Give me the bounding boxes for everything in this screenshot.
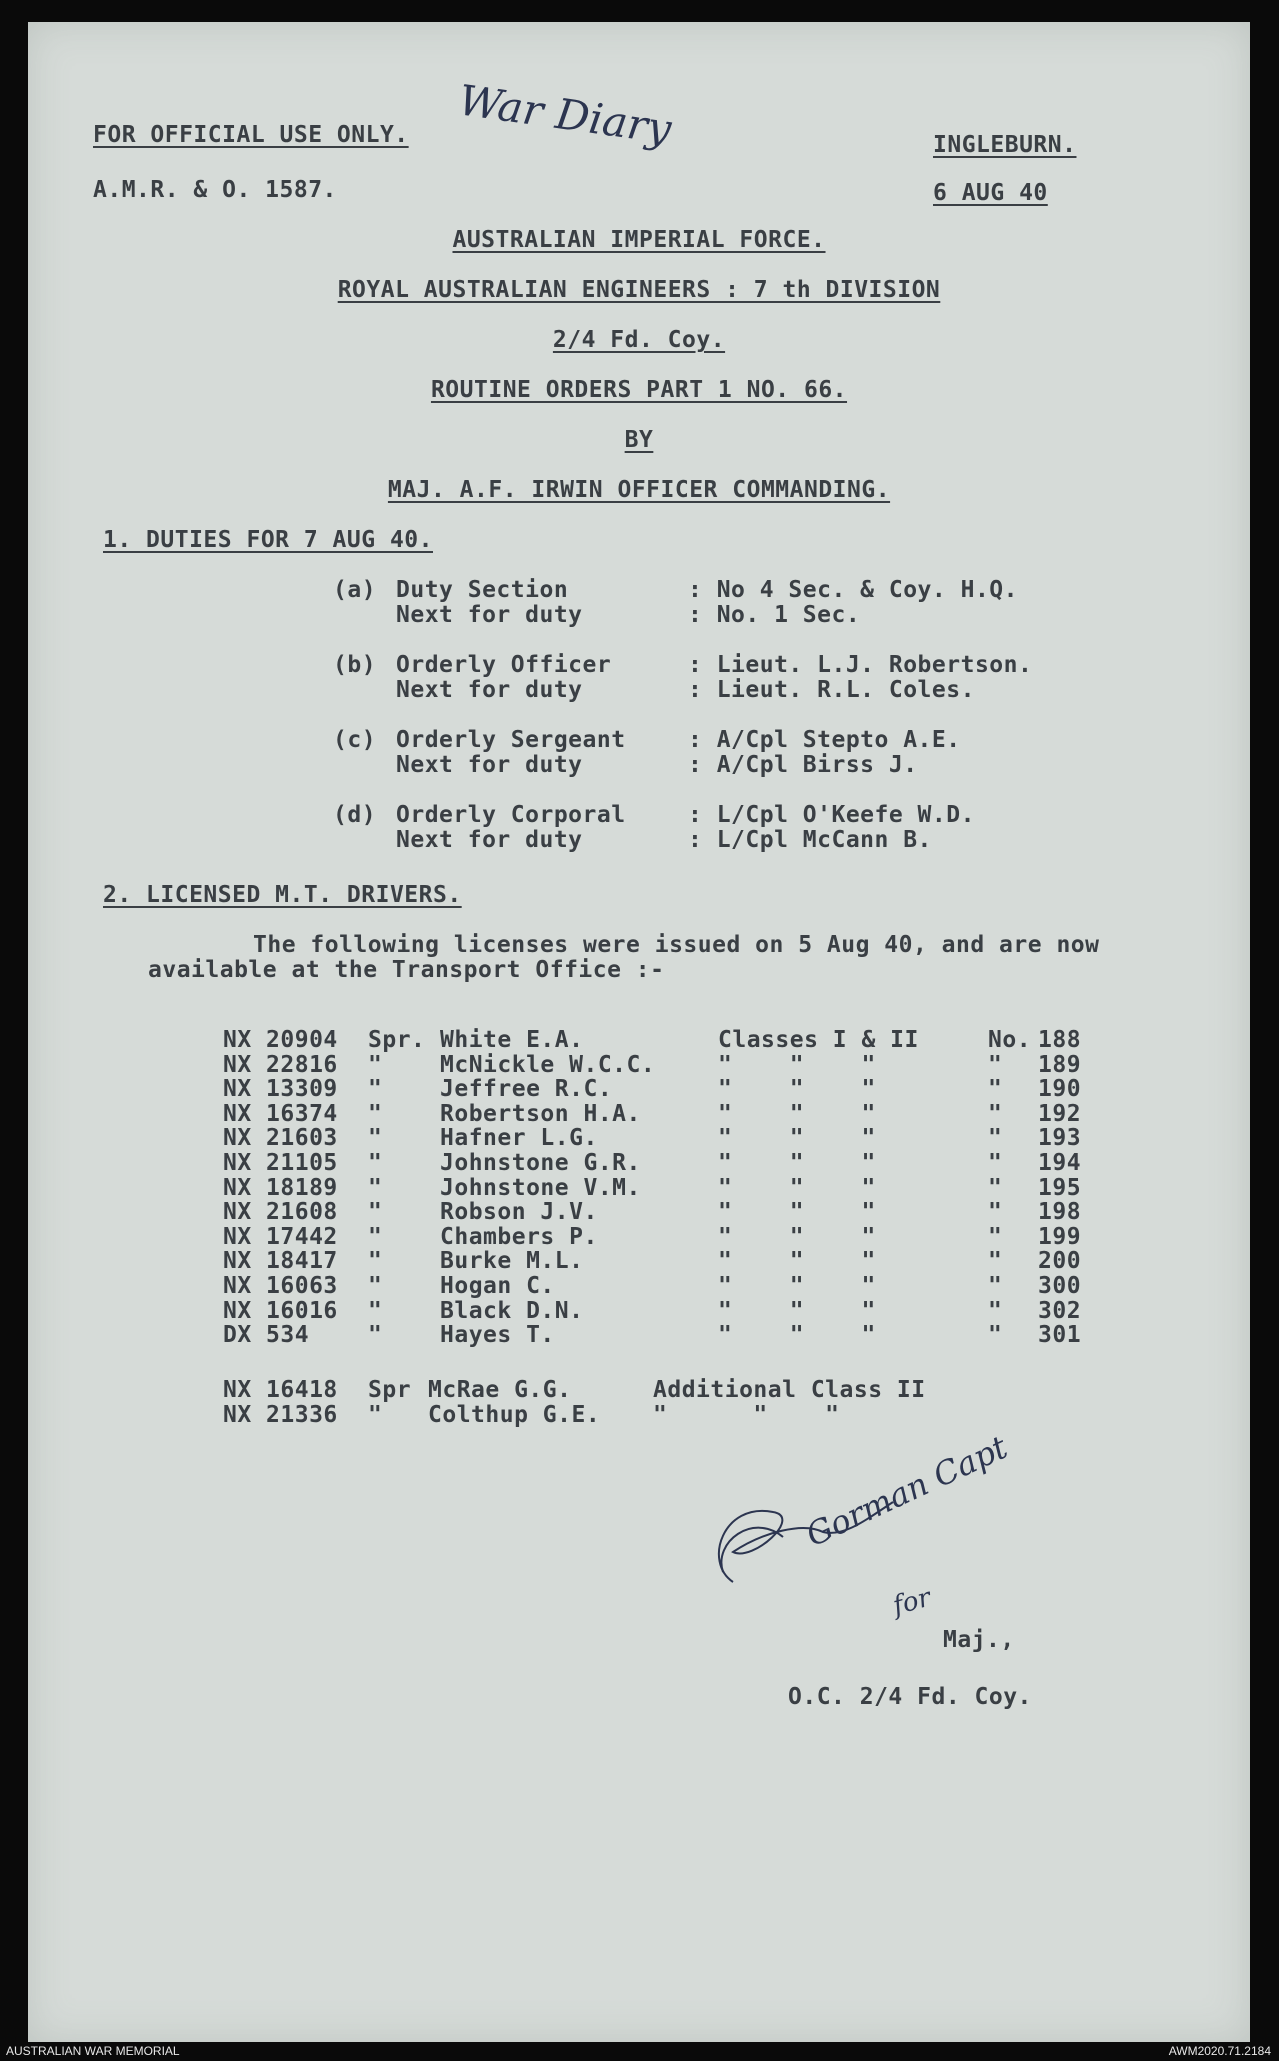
license-name: Hayes T. xyxy=(440,1322,555,1349)
license-army-number: NX 18417 xyxy=(223,1248,338,1275)
title-aif: AUSTRALIAN IMPERIAL FORCE. xyxy=(452,227,826,253)
license-number-label: " xyxy=(988,1223,1003,1250)
license-number: 198 xyxy=(1038,1199,1082,1226)
license-number-label: " xyxy=(988,1100,1003,1127)
license-army-number: NX 20904 xyxy=(223,1027,338,1053)
license-rank: " xyxy=(368,1322,383,1349)
license-number-label: " xyxy=(988,1076,1003,1103)
additional-name: McRae G.G. xyxy=(428,1377,572,1403)
additional-name: Colthup G.E. xyxy=(428,1402,601,1428)
title-by: BY xyxy=(624,427,654,453)
title-commanding-officer: MAJ. A.F. IRWIN OFFICER COMMANDING. xyxy=(387,477,891,503)
amr-reference: A.M.R. & O. 1587. xyxy=(93,177,337,203)
license-number: 195 xyxy=(1038,1174,1082,1201)
license-number: 194 xyxy=(1038,1150,1082,1176)
license-name: Johnstone G.R. xyxy=(440,1150,641,1176)
license-number: 300 xyxy=(1038,1273,1082,1299)
license-rank: " xyxy=(368,1297,383,1324)
duty-value: : A/Cpl Stepto A.E. xyxy=(688,727,961,753)
license-rank: " xyxy=(368,1248,383,1275)
license-rank: " xyxy=(368,1125,383,1152)
title-routine-orders: ROUTINE ORDERS PART 1 NO. 66. xyxy=(430,377,848,403)
signature-handwriting: Gorman Capt xyxy=(800,1427,1014,1555)
license-classes: " " " xyxy=(718,1100,876,1127)
license-number: 301 xyxy=(1038,1322,1082,1349)
licenses-intro-line-1: The following licenses were issued on 5 Aug 40, and are now xyxy=(253,932,1100,958)
signature-per: for xyxy=(889,1582,934,1622)
title-unit: 2/4 Fd. Coy. xyxy=(552,327,726,353)
duty-role: Orderly Officer xyxy=(396,652,612,678)
license-name: Jeffree R.C. xyxy=(440,1076,613,1103)
license-name: Hogan C. xyxy=(440,1273,555,1299)
license-rank: " xyxy=(368,1150,383,1176)
license-army-number: NX 21608 xyxy=(223,1199,338,1226)
license-army-number: NX 16016 xyxy=(223,1297,338,1324)
additional-rank: Spr xyxy=(368,1377,412,1403)
additional-army-number: NX 16418 xyxy=(223,1377,338,1403)
duty-next-value: : No. 1 Sec. xyxy=(688,602,861,628)
duty-letter: (a) xyxy=(333,577,377,603)
duty-letter: (b) xyxy=(333,652,377,678)
duty-value: : Lieut. L.J. Robertson. xyxy=(688,652,1033,678)
handwritten-war-diary: War Diary xyxy=(455,75,675,154)
duty-next-label: Next for duty xyxy=(396,752,583,778)
license-number: 200 xyxy=(1038,1248,1082,1275)
license-army-number: NX 13309 xyxy=(223,1076,338,1103)
license-classes: " " " xyxy=(718,1297,876,1324)
duty-letter: (c) xyxy=(333,727,377,753)
license-classes: Classes I & II xyxy=(718,1027,919,1053)
document-date: 6 AUG 40 xyxy=(933,180,1048,206)
license-army-number: DX 534 xyxy=(223,1322,310,1349)
official-use-label: FOR OFFICIAL USE ONLY. xyxy=(93,122,409,148)
license-rank: " xyxy=(368,1223,383,1250)
license-number-label: " xyxy=(988,1297,1003,1324)
license-number-label: " xyxy=(988,1248,1003,1275)
license-number-label: " xyxy=(988,1051,1003,1078)
duty-next-label: Next for duty xyxy=(396,827,583,853)
additional-army-number: NX 21336 xyxy=(223,1402,338,1428)
license-number: 188 xyxy=(1038,1027,1082,1053)
license-army-number: NX 16374 xyxy=(223,1100,338,1127)
license-rank: " xyxy=(368,1174,383,1201)
license-classes: " " " xyxy=(718,1223,876,1250)
footer-accession-number: AWM2020.71.2184 xyxy=(1168,2044,1271,2058)
license-army-number: NX 16063 xyxy=(223,1273,338,1299)
license-number-label: " xyxy=(988,1322,1003,1349)
duty-role: Orderly Sergeant xyxy=(396,727,626,753)
license-number-label: " xyxy=(988,1174,1003,1201)
license-army-number: NX 22816 xyxy=(223,1051,338,1078)
license-classes: " " " xyxy=(718,1273,876,1299)
place-label: INGLEBURN. xyxy=(933,132,1077,158)
license-number: 192 xyxy=(1038,1100,1082,1127)
duty-next-value: : A/Cpl Birss J. xyxy=(688,752,918,778)
license-number: 199 xyxy=(1038,1223,1082,1250)
duty-next-label: Next for duty xyxy=(396,677,583,703)
title-rae: ROYAL AUSTRALIAN ENGINEERS : 7 th DIVISION xyxy=(337,277,941,303)
license-rank: " xyxy=(368,1273,383,1299)
license-classes: " " " xyxy=(718,1125,876,1152)
duty-value: : No 4 Sec. & Coy. H.Q. xyxy=(688,577,1018,603)
license-number-label: " xyxy=(988,1199,1003,1226)
additional-rank: " xyxy=(368,1402,383,1428)
duty-role: Orderly Corporal xyxy=(396,802,626,828)
additional-classes: Additional Class II xyxy=(653,1377,926,1403)
license-rank: " xyxy=(368,1051,383,1078)
license-classes: " " " xyxy=(718,1322,876,1349)
license-classes: " " " xyxy=(718,1076,876,1103)
license-rank: " xyxy=(368,1100,383,1127)
license-rank: Spr. xyxy=(368,1027,426,1053)
license-rank: " xyxy=(368,1199,383,1226)
license-number: 193 xyxy=(1038,1125,1082,1152)
duty-next-label: Next for duty xyxy=(396,602,583,628)
license-number: 302 xyxy=(1038,1297,1082,1324)
license-army-number: NX 21603 xyxy=(223,1125,338,1152)
signature-rank: Maj., xyxy=(943,1627,1015,1653)
license-rank: " xyxy=(368,1076,383,1103)
license-army-number: NX 18189 xyxy=(223,1174,338,1201)
license-classes: " " " xyxy=(718,1174,876,1201)
license-name: Chambers P. xyxy=(440,1223,598,1250)
license-name: McNickle W.C.C. xyxy=(440,1051,656,1078)
license-name: Robertson H.A. xyxy=(440,1100,641,1127)
license-number-label: " xyxy=(988,1125,1003,1152)
section-duties-heading: 1. DUTIES FOR 7 AUG 40. xyxy=(103,527,433,553)
license-classes: " " " xyxy=(718,1199,876,1226)
license-name: Hafner L.G. xyxy=(440,1125,598,1152)
additional-classes: " " " xyxy=(653,1402,840,1428)
signature-unit: O.C. 2/4 Fd. Coy. xyxy=(788,1684,1032,1710)
license-name: Johnstone V.M. xyxy=(440,1174,641,1201)
license-number: 190 xyxy=(1038,1076,1082,1103)
license-name: Black D.N. xyxy=(440,1297,584,1324)
license-name: White E.A. xyxy=(440,1027,584,1053)
license-classes: " " " xyxy=(718,1051,876,1078)
license-name: Robson J.V. xyxy=(440,1199,598,1226)
license-number: 189 xyxy=(1038,1051,1082,1078)
duty-role: Duty Section xyxy=(396,577,569,603)
duty-next-value: : Lieut. R.L. Coles. xyxy=(688,677,975,703)
duty-letter: (d) xyxy=(333,802,377,828)
license-number-label: " xyxy=(988,1150,1003,1176)
footer-bar xyxy=(0,2042,1279,2061)
duty-next-value: : L/Cpl McCann B. xyxy=(688,827,932,853)
license-classes: " " " xyxy=(718,1248,876,1275)
license-number-label: " xyxy=(988,1273,1003,1299)
license-number-label: No. xyxy=(988,1027,1032,1053)
footer-credit: AUSTRALIAN WAR MEMORIAL xyxy=(6,2044,180,2058)
duty-value: : L/Cpl O'Keefe W.D. xyxy=(688,802,975,828)
license-army-number: NX 21105 xyxy=(223,1150,338,1176)
license-classes: " " " xyxy=(718,1150,876,1176)
document-page xyxy=(28,22,1250,2042)
license-army-number: NX 17442 xyxy=(223,1223,338,1250)
licenses-intro-line-2: available at the Transport Office :- xyxy=(148,957,665,983)
license-name: Burke M.L. xyxy=(440,1248,584,1275)
section-licensed-drivers-heading: 2. LICENSED M.T. DRIVERS. xyxy=(103,882,462,908)
